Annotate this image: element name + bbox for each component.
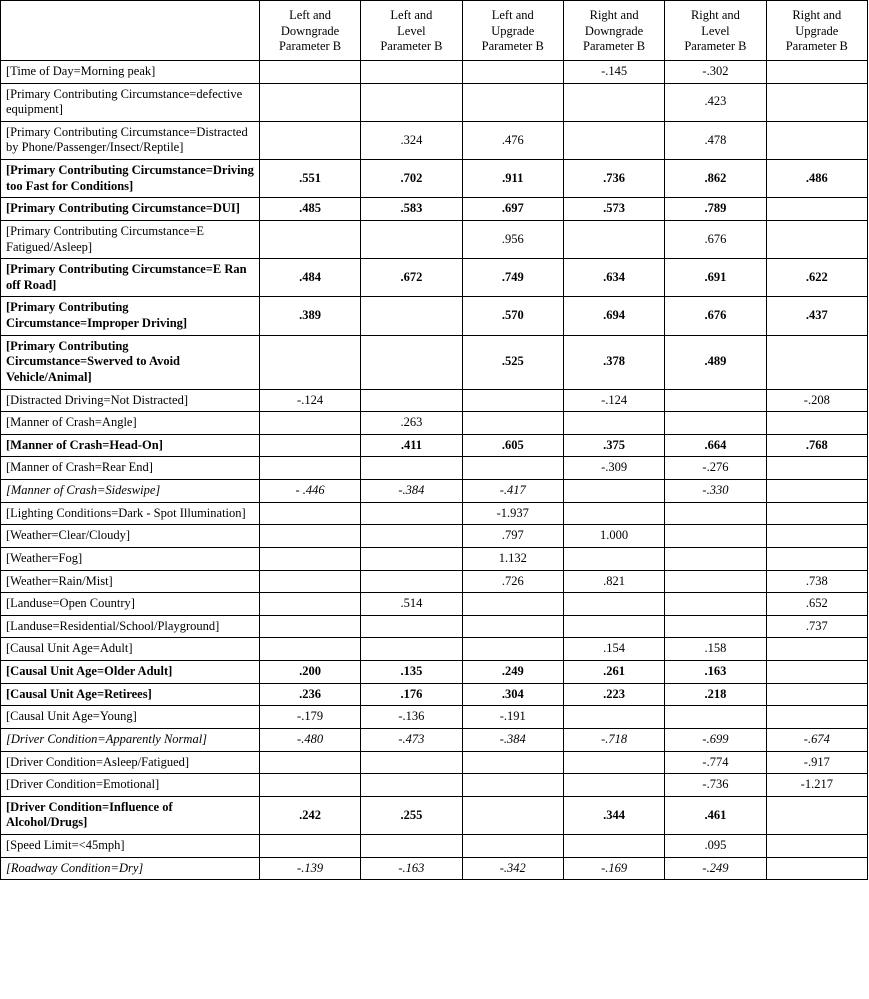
- row-value: -.191: [462, 706, 563, 729]
- table-row: [1, 412, 868, 435]
- row-value: [361, 570, 462, 593]
- column-header-line: Parameter B: [380, 39, 443, 54]
- row-value: .158: [665, 638, 766, 661]
- row-label: [Time of Day=Morning peak]: [1, 60, 260, 83]
- row-value: -.674: [766, 728, 867, 751]
- row-value: - .446: [259, 480, 360, 503]
- row-value: -.309: [563, 457, 664, 480]
- row-label: [Roadway Condition=Dry]: [1, 857, 260, 880]
- row-value: .726: [462, 570, 563, 593]
- row-value: [766, 638, 867, 661]
- row-label: [Primary Contributing Circumstance=Swerved to Avoid Vehicle/Animal]: [1, 335, 260, 389]
- table-row: [1, 547, 868, 570]
- row-value: .344: [563, 796, 664, 834]
- row-value: [259, 751, 360, 774]
- row-value: [766, 220, 867, 258]
- row-value: .676: [665, 220, 766, 258]
- row-value: [259, 774, 360, 797]
- table-row: [1, 857, 868, 880]
- row-value: .304: [462, 683, 563, 706]
- row-value: -.276: [665, 457, 766, 480]
- row-value: [259, 121, 360, 159]
- row-label: [Speed Limit=<45mph]: [1, 835, 260, 858]
- row-value: [259, 502, 360, 525]
- column-header-line: Left and: [390, 8, 433, 22]
- row-value: .478: [665, 121, 766, 159]
- table-row: [1, 615, 868, 638]
- row-value: [766, 412, 867, 435]
- row-value: .375: [563, 434, 664, 457]
- row-value: .570: [462, 297, 563, 335]
- row-value: [361, 220, 462, 258]
- column-header-rd: [563, 1, 664, 61]
- row-value: [665, 389, 766, 412]
- row-value: [361, 751, 462, 774]
- row-value: [665, 525, 766, 548]
- row-label: [Primary Contributing Circumstance=defective equipment]: [1, 83, 260, 121]
- table-row: [1, 297, 868, 335]
- row-label: [Driver Condition=Asleep/Fatigued]: [1, 751, 260, 774]
- table-row: [1, 480, 868, 503]
- row-label: [Lighting Conditions=Dark - Spot Illumination]: [1, 502, 260, 525]
- row-label: [Primary Contributing Circumstance=E Ran off Road]: [1, 259, 260, 297]
- row-value: .261: [563, 661, 664, 684]
- column-header-line: Downgrade: [280, 23, 340, 38]
- row-value: .525: [462, 335, 563, 389]
- table-row: [1, 335, 868, 389]
- table-row: [1, 198, 868, 221]
- row-value: .389: [259, 297, 360, 335]
- row-value: .263: [361, 412, 462, 435]
- column-header-line: Upgrade: [795, 23, 839, 38]
- row-value: [259, 457, 360, 480]
- row-value: [665, 570, 766, 593]
- row-value: .634: [563, 259, 664, 297]
- row-value: .862: [665, 160, 766, 198]
- row-value: .484: [259, 259, 360, 297]
- row-label: [Driver Condition=Emotional]: [1, 774, 260, 797]
- row-value: .622: [766, 259, 867, 297]
- row-value: -.342: [462, 857, 563, 880]
- row-value: -.139: [259, 857, 360, 880]
- table-row: [1, 728, 868, 751]
- table-row: [1, 683, 868, 706]
- row-value: [766, 335, 867, 389]
- table-row: [1, 751, 868, 774]
- row-label: [Manner of Crash=Sideswipe]: [1, 480, 260, 503]
- row-value: [462, 412, 563, 435]
- row-value: [563, 502, 664, 525]
- row-value: [766, 480, 867, 503]
- row-value: -.179: [259, 706, 360, 729]
- row-value: .702: [361, 160, 462, 198]
- column-header-line: Downgrade: [584, 23, 644, 38]
- row-value: -.473: [361, 728, 462, 751]
- row-value: -.774: [665, 751, 766, 774]
- table-row: [1, 638, 868, 661]
- row-value: .514: [361, 593, 462, 616]
- row-value: [563, 547, 664, 570]
- column-header-lu: [462, 1, 563, 61]
- row-label: [Primary Contributing Circumstance=DUI]: [1, 198, 260, 221]
- row-value: .423: [665, 83, 766, 121]
- column-header-line: Level: [701, 23, 730, 38]
- row-value: [259, 434, 360, 457]
- row-value: [766, 198, 867, 221]
- row-label: [Primary Contributing Circumstance=Improper Driving]: [1, 297, 260, 335]
- row-value: [259, 412, 360, 435]
- row-label: [Driver Condition=Influence of Alcohol/Drugs]: [1, 796, 260, 834]
- row-value: [462, 83, 563, 121]
- row-value: [766, 502, 867, 525]
- table-row: [1, 389, 868, 412]
- row-value: [563, 83, 664, 121]
- row-value: .652: [766, 593, 867, 616]
- row-value: -.384: [462, 728, 563, 751]
- row-value: [462, 774, 563, 797]
- table-row: [1, 796, 868, 834]
- row-value: 1.132: [462, 547, 563, 570]
- row-value: [766, 835, 867, 858]
- row-label: [Causal Unit Age=Young]: [1, 706, 260, 729]
- table-row: [1, 220, 868, 258]
- column-header-line: Left and: [491, 8, 534, 22]
- table-row: [1, 121, 868, 159]
- table-row: [1, 259, 868, 297]
- row-label: [Landuse=Open Country]: [1, 593, 260, 616]
- table-row: [1, 570, 868, 593]
- table-body: [1, 60, 868, 879]
- column-header-line: Right and: [690, 8, 740, 22]
- row-value: .573: [563, 198, 664, 221]
- row-value: .605: [462, 434, 563, 457]
- table-header-row: [1, 1, 868, 61]
- row-label: [Primary Contributing Circumstance=Distracted by Phone/Passenger/Insect/Reptile]: [1, 121, 260, 159]
- row-value: [361, 83, 462, 121]
- row-value: .218: [665, 683, 766, 706]
- row-label: [Distracted Driving=Not Distracted]: [1, 389, 260, 412]
- column-header-line: Left and: [289, 8, 332, 22]
- row-value: [563, 615, 664, 638]
- table-row: [1, 706, 868, 729]
- row-value: [361, 60, 462, 83]
- table-row: [1, 434, 868, 457]
- table-row: [1, 502, 868, 525]
- row-value: .176: [361, 683, 462, 706]
- row-value: .163: [665, 661, 766, 684]
- row-value: .236: [259, 683, 360, 706]
- row-value: [665, 502, 766, 525]
- row-value: [766, 661, 867, 684]
- row-value: .154: [563, 638, 664, 661]
- row-value: .489: [665, 335, 766, 389]
- row-value: [259, 593, 360, 616]
- column-header-ll: [361, 1, 462, 61]
- row-value: .821: [563, 570, 664, 593]
- column-header-rl: [665, 1, 766, 61]
- column-header-line: Parameter B: [583, 39, 646, 54]
- row-value: [259, 83, 360, 121]
- row-label: [Weather=Clear/Cloudy]: [1, 525, 260, 548]
- row-value: -.124: [563, 389, 664, 412]
- row-value: [361, 389, 462, 412]
- row-value: .956: [462, 220, 563, 258]
- row-value: [361, 525, 462, 548]
- row-value: .249: [462, 661, 563, 684]
- row-value: [361, 615, 462, 638]
- row-value: [462, 835, 563, 858]
- row-value: .476: [462, 121, 563, 159]
- row-value: .200: [259, 661, 360, 684]
- row-value: [563, 706, 664, 729]
- row-label: [Manner of Crash=Head-On]: [1, 434, 260, 457]
- row-value: [563, 121, 664, 159]
- row-value: .551: [259, 160, 360, 198]
- table-row: [1, 835, 868, 858]
- row-value: -1.937: [462, 502, 563, 525]
- column-header-line: Upgrade: [491, 23, 535, 38]
- row-value: [766, 547, 867, 570]
- row-value: -.302: [665, 60, 766, 83]
- row-value: .324: [361, 121, 462, 159]
- row-value: -.124: [259, 389, 360, 412]
- row-value: [361, 835, 462, 858]
- row-value: [766, 83, 867, 121]
- row-value: .461: [665, 796, 766, 834]
- table-row: [1, 774, 868, 797]
- row-value: [259, 615, 360, 638]
- row-value: .095: [665, 835, 766, 858]
- table-row: [1, 160, 868, 198]
- table-header: [1, 1, 868, 61]
- table-row: [1, 83, 868, 121]
- row-value: .242: [259, 796, 360, 834]
- row-value: .694: [563, 297, 664, 335]
- row-label: [Landuse=Residential/School/Playground]: [1, 615, 260, 638]
- row-value: [259, 220, 360, 258]
- row-value: [259, 835, 360, 858]
- row-value: .378: [563, 335, 664, 389]
- row-label: [Primary Contributing Circumstance=Driving too Fast for Conditions]: [1, 160, 260, 198]
- row-value: .768: [766, 434, 867, 457]
- row-value: .411: [361, 434, 462, 457]
- row-label: [Causal Unit Age=Adult]: [1, 638, 260, 661]
- column-header-ru: [766, 1, 867, 61]
- row-value: [766, 796, 867, 834]
- row-label: [Manner of Crash=Rear End]: [1, 457, 260, 480]
- row-value: -.136: [361, 706, 462, 729]
- row-value: -1.217: [766, 774, 867, 797]
- row-value: [361, 638, 462, 661]
- row-value: .223: [563, 683, 664, 706]
- row-value: 1.000: [563, 525, 664, 548]
- row-value: [563, 220, 664, 258]
- row-value: [462, 638, 563, 661]
- row-label: [Weather=Fog]: [1, 547, 260, 570]
- row-value: -.417: [462, 480, 563, 503]
- row-value: .749: [462, 259, 563, 297]
- row-value: -.736: [665, 774, 766, 797]
- row-value: [259, 547, 360, 570]
- column-header-line: Right and: [589, 8, 639, 22]
- table-row: [1, 60, 868, 83]
- row-value: [462, 593, 563, 616]
- column-header-line: Parameter B: [278, 39, 342, 54]
- row-value: .736: [563, 160, 664, 198]
- row-label: [Causal Unit Age=Retirees]: [1, 683, 260, 706]
- column-header-line: Level: [397, 23, 426, 38]
- row-value: [766, 706, 867, 729]
- row-label: [Primary Contributing Circumstance=E Fatigued/Asleep]: [1, 220, 260, 258]
- row-value: .664: [665, 434, 766, 457]
- row-value: .486: [766, 160, 867, 198]
- column-header-line: Parameter B: [481, 39, 544, 54]
- row-value: [259, 525, 360, 548]
- table-row: [1, 525, 868, 548]
- row-value: [766, 60, 867, 83]
- row-value: [766, 857, 867, 880]
- row-value: .789: [665, 198, 766, 221]
- row-label: [Manner of Crash=Angle]: [1, 412, 260, 435]
- row-value: [259, 335, 360, 389]
- row-value: [361, 297, 462, 335]
- row-value: -.699: [665, 728, 766, 751]
- row-value: [563, 480, 664, 503]
- row-value: [462, 457, 563, 480]
- row-value: -.718: [563, 728, 664, 751]
- row-label: [Causal Unit Age=Older Adult]: [1, 661, 260, 684]
- row-value: [665, 593, 766, 616]
- table-row: [1, 661, 868, 684]
- row-label: [Weather=Rain/Mist]: [1, 570, 260, 593]
- row-label: [Driver Condition=Apparently Normal]: [1, 728, 260, 751]
- row-value: [462, 389, 563, 412]
- row-value: [766, 525, 867, 548]
- row-value: [462, 796, 563, 834]
- table-row: [1, 457, 868, 480]
- row-value: -.169: [563, 857, 664, 880]
- row-value: -.384: [361, 480, 462, 503]
- row-value: .737: [766, 615, 867, 638]
- row-value: -.330: [665, 480, 766, 503]
- row-value: [563, 774, 664, 797]
- row-value: [462, 60, 563, 83]
- row-value: .583: [361, 198, 462, 221]
- row-value: [361, 547, 462, 570]
- row-value: [361, 335, 462, 389]
- row-value: -.917: [766, 751, 867, 774]
- row-value: .697: [462, 198, 563, 221]
- row-value: [259, 638, 360, 661]
- row-value: -.249: [665, 857, 766, 880]
- row-value: [361, 457, 462, 480]
- row-value: .135: [361, 661, 462, 684]
- column-header-line: Parameter B: [684, 39, 747, 54]
- row-value: [361, 502, 462, 525]
- row-value: .691: [665, 259, 766, 297]
- row-value: [766, 457, 867, 480]
- row-value: -.145: [563, 60, 664, 83]
- row-value: .797: [462, 525, 563, 548]
- row-value: .911: [462, 160, 563, 198]
- row-value: .485: [259, 198, 360, 221]
- row-value: -.208: [766, 389, 867, 412]
- row-value: .437: [766, 297, 867, 335]
- row-value: .255: [361, 796, 462, 834]
- column-header-label: [1, 1, 260, 61]
- row-value: [766, 121, 867, 159]
- row-value: [563, 412, 664, 435]
- row-value: [665, 615, 766, 638]
- row-value: [462, 751, 563, 774]
- row-value: [563, 835, 664, 858]
- table-row: [1, 593, 868, 616]
- row-value: [462, 615, 563, 638]
- column-header-ld: [259, 1, 360, 61]
- row-value: .672: [361, 259, 462, 297]
- row-value: [563, 751, 664, 774]
- row-value: -.163: [361, 857, 462, 880]
- row-value: [665, 547, 766, 570]
- row-value: [766, 683, 867, 706]
- row-value: [361, 774, 462, 797]
- row-value: -.480: [259, 728, 360, 751]
- row-value: [665, 412, 766, 435]
- row-value: [259, 60, 360, 83]
- row-value: [665, 706, 766, 729]
- row-value: [563, 593, 664, 616]
- row-value: [259, 570, 360, 593]
- row-value: .676: [665, 297, 766, 335]
- column-header-line: Right and: [792, 8, 842, 22]
- row-value: .738: [766, 570, 867, 593]
- column-header-line: Parameter B: [785, 39, 848, 54]
